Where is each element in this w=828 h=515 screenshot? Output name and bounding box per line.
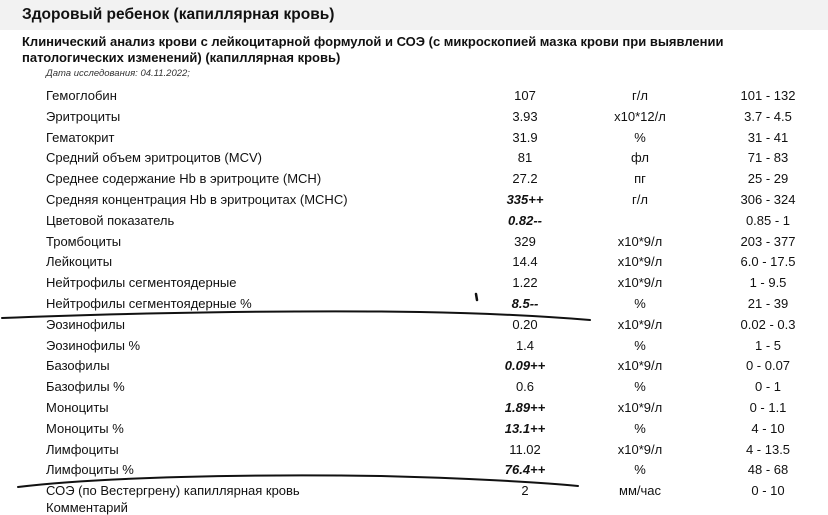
result-row bbox=[0, 252, 828, 273]
test-name: Лимфоциты bbox=[46, 441, 119, 457]
result-row bbox=[0, 440, 828, 461]
test-name: Эозинофилы % bbox=[46, 337, 141, 353]
reference-range: 0 - 10 bbox=[751, 483, 785, 499]
result-row bbox=[0, 211, 828, 232]
test-unit: x10*9/л bbox=[617, 399, 663, 415]
test-name: Среднее содержание Hb в эритроците (MCH) bbox=[46, 171, 322, 187]
test-value: 1.22 bbox=[512, 275, 538, 291]
test-unit: % bbox=[634, 337, 646, 353]
result-row bbox=[0, 148, 828, 169]
result-row bbox=[0, 336, 828, 357]
reference-range: 25 - 29 bbox=[747, 171, 789, 187]
reference-range: 6.0 - 17.5 bbox=[740, 254, 796, 270]
test-unit: % bbox=[634, 129, 646, 145]
comment-label: Комментарий bbox=[46, 500, 128, 515]
reference-range: 0 - 1.1 bbox=[749, 399, 787, 415]
test-unit: x10*9/л bbox=[617, 254, 663, 270]
result-row bbox=[0, 356, 828, 377]
test-name: Базофилы % bbox=[46, 379, 125, 395]
test-value: 31.9 bbox=[512, 129, 538, 145]
result-row bbox=[0, 128, 828, 149]
test-value: 14.4 bbox=[512, 254, 538, 270]
result-row bbox=[0, 377, 828, 398]
result-row bbox=[0, 232, 828, 253]
test-name: Средняя концентрация Hb в эритроцитах (MCHC) bbox=[46, 191, 348, 207]
test-value: 11.02 bbox=[509, 441, 541, 457]
test-name: Моноциты bbox=[46, 399, 109, 415]
result-row bbox=[0, 315, 828, 336]
result-row bbox=[0, 169, 828, 190]
test-value: 1.4 bbox=[515, 337, 535, 353]
test-value: 329 bbox=[514, 233, 536, 249]
test-name: Базофилы bbox=[46, 358, 110, 374]
result-row bbox=[0, 419, 828, 440]
test-name: Гемоглобин bbox=[46, 88, 117, 103]
reference-range: 71 - 83 bbox=[747, 150, 789, 166]
reference-range: 21 - 39 bbox=[747, 295, 789, 311]
test-value: 3.93 bbox=[512, 108, 538, 124]
test-name: Средний объем эритроцитов (MCV) bbox=[46, 150, 262, 166]
test-name: Лейкоциты bbox=[46, 254, 113, 270]
test-value: 1.89++ bbox=[504, 399, 546, 415]
test-unit: г/л bbox=[632, 191, 648, 207]
test-unit: % bbox=[634, 420, 646, 436]
reference-range: 203 - 377 bbox=[740, 233, 796, 249]
result-row bbox=[0, 294, 828, 315]
reference-range: 0 - 0.07 bbox=[745, 358, 791, 374]
test-value: 0.09++ bbox=[504, 358, 546, 374]
test-name: Лимфоциты % bbox=[46, 462, 134, 478]
reference-range: 4 - 13.5 bbox=[745, 441, 791, 457]
reference-range: 3.7 - 4.5 bbox=[744, 108, 792, 124]
reference-range: 48 - 68 bbox=[747, 462, 789, 478]
result-row bbox=[0, 273, 828, 294]
test-value: 13.1++ bbox=[504, 420, 546, 436]
reference-range: 0.02 - 0.3 bbox=[740, 316, 796, 332]
section-title: Клинический анализ крови с лейкоцитарной формулой и СОЭ (с микроскопией мазка крови при выявлении патологических изменений) (капиллярная кровь) bbox=[22, 34, 724, 65]
reference-range: 1 - 9.5 bbox=[749, 275, 787, 291]
results-table bbox=[0, 86, 828, 502]
test-value: 2 bbox=[521, 483, 529, 499]
page-title: Здоровый ребенок (капиллярная кровь) bbox=[22, 6, 335, 23]
result-row bbox=[0, 107, 828, 128]
test-name: Цветовой показатель bbox=[46, 212, 175, 228]
test-value: 0.82-- bbox=[508, 212, 542, 228]
test-value: 27.2 bbox=[512, 171, 538, 187]
result-row bbox=[0, 398, 828, 419]
reference-range: 4 - 10 bbox=[751, 420, 785, 436]
test-name: СОЭ (по Вестергрену) капиллярная кровь bbox=[46, 483, 300, 499]
test-unit: x10*12/л bbox=[614, 108, 666, 124]
test-unit: пг bbox=[634, 171, 646, 187]
reference-range: 101 - 132 bbox=[740, 88, 796, 103]
test-name: Тромбоциты bbox=[46, 233, 122, 249]
test-unit: x10*9/л bbox=[617, 233, 663, 249]
test-unit: x10*9/л bbox=[617, 441, 663, 457]
test-unit: фл bbox=[631, 150, 649, 166]
test-unit: % bbox=[634, 379, 646, 395]
test-name: Моноциты % bbox=[46, 420, 124, 436]
test-value: 107 bbox=[514, 88, 536, 103]
result-row bbox=[0, 481, 828, 502]
test-name: Эозинофилы bbox=[46, 316, 125, 332]
result-row bbox=[0, 190, 828, 211]
test-value: 81 bbox=[517, 150, 533, 166]
test-unit: x10*9/л bbox=[617, 275, 663, 291]
reference-range: 31 - 41 bbox=[747, 129, 789, 145]
test-unit: % bbox=[634, 462, 646, 478]
test-name: Нейтрофилы сегментоядерные % bbox=[46, 295, 252, 311]
test-unit: x10*9/л bbox=[617, 358, 663, 374]
test-value: 0.6 bbox=[515, 379, 535, 395]
test-value: 0.20 bbox=[512, 316, 538, 332]
test-name: Нейтрофилы сегментоядерные bbox=[46, 275, 237, 291]
test-unit: г/л bbox=[632, 88, 648, 103]
result-row bbox=[0, 460, 828, 481]
study-date: Дата исследования: 04.11.2022; bbox=[46, 68, 190, 79]
test-unit: % bbox=[634, 295, 646, 311]
reference-range: 0 - 1 bbox=[754, 379, 781, 395]
test-unit: мм/час bbox=[619, 483, 661, 499]
reference-range: 0.85 - 1 bbox=[745, 212, 791, 228]
test-name: Эритроциты bbox=[46, 108, 121, 124]
test-value: 8.5-- bbox=[511, 295, 539, 311]
test-value: 76.4++ bbox=[504, 462, 546, 478]
reference-range: 1 - 5 bbox=[754, 337, 781, 353]
test-unit: x10*9/л bbox=[617, 316, 663, 332]
test-name: Гематокрит bbox=[46, 129, 115, 145]
reference-range: 306 - 324 bbox=[740, 191, 796, 207]
test-value: 335++ bbox=[506, 191, 544, 207]
result-row bbox=[0, 86, 828, 107]
